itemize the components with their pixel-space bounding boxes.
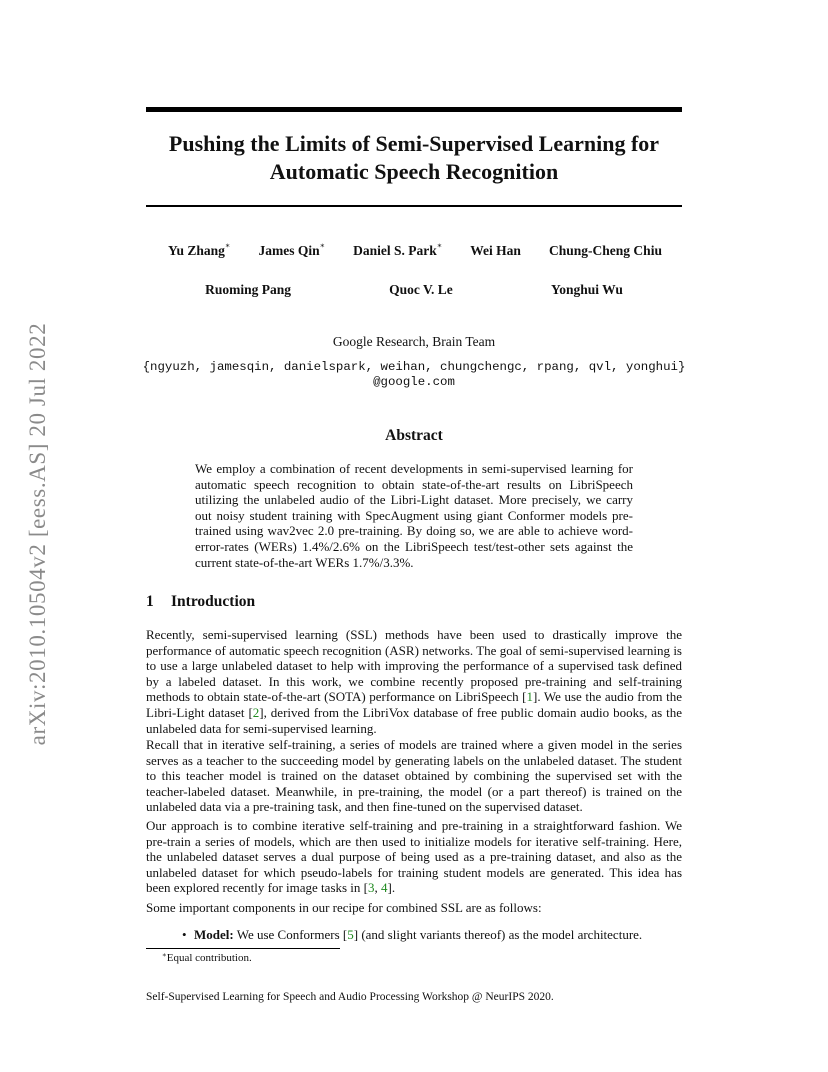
list-item-text: We use Conformers [ [233, 927, 348, 942]
author-name: Daniel S. Park [353, 243, 437, 258]
intro-paragraph-3 [146, 818, 682, 896]
title-line-1: Pushing the Limits of Semi-Supervised Learning for [168, 131, 660, 156]
affiliation: Google Research, Brain Team [332, 334, 496, 349]
citation-separator: , [374, 880, 381, 896]
list-item-label: Model: [194, 927, 234, 942]
section-heading [146, 593, 255, 611]
paragraph-text: ], derived from the LibriVox database of free public domain audio books, as the unlabeled data for semi-supervised learning. [146, 704, 682, 736]
footnote [162, 952, 252, 964]
intro-paragraph-4: Some important components in our recipe for combined SSL are as follows: [146, 900, 542, 915]
citation-link[interactable]: 5 [347, 927, 354, 942]
section-number: 1 [146, 593, 154, 610]
authors-row-2 [146, 282, 682, 298]
email-list: {ngyuzh, jamesqin, danielspark, weihan, chungchengc, rpang, qvl, yonghui} [142, 360, 686, 374]
paragraph-text: ]. We use the audio from the Libri-Light dataset [ [146, 689, 682, 720]
section-title: Introduction [171, 593, 256, 610]
equal-contribution-mark: ∗ [319, 241, 326, 250]
bullet-marker: • [182, 927, 187, 942]
title-top-rule [146, 107, 682, 112]
list-item [182, 927, 682, 943]
venue-note: Self-Supervised Learning for Speech and Audio Processing Workshop @ NeurIPS 2020. [146, 991, 554, 1003]
author [549, 243, 662, 259]
citation-link[interactable]: 3 [368, 880, 375, 896]
author-name: Wei Han [470, 243, 521, 258]
equal-contribution-mark: ∗ [224, 241, 231, 250]
author-name: Yu Zhang [168, 243, 225, 258]
author-emails [130, 360, 698, 390]
title-line-2: Automatic Speech Recognition [269, 159, 559, 184]
list-item-text: ] (and slight variants thereof) as the model architecture. [353, 927, 643, 942]
author-name: James Qin [258, 243, 320, 258]
intro-paragraph-2: Recall that in iterative self-training, a series of models are trained where a given model in the series serves as a teacher to the succeeding model by generating labels on the unlabeled dataset. The student to this teacher model is trained on the dataset obtained by combining the supervised set with the teacher-labeled dataset. Meanwhile, in pre-training, the model (or a part thereof) is trained on the unlabeled data via a pre-training task, and then fine-tuned on the supervised dataset. [146, 737, 682, 815]
citation-link[interactable]: 2 [252, 704, 260, 720]
author [353, 243, 442, 259]
paragraph-text: Recently, semi-supervised learning (SSL) methods have been used to drastically improve the performance of automatic speech recognition (ASR) networks. The goal of semi-supervised learning is to use a large unlabeled dataset to help with improving the performance of a supervised task defined by a labeled dataset. In this work, we combine recently proposed pre-training and self-training methods to obtain state-of-the-art (SOTA) performance on LibriSpeech [ [146, 627, 682, 705]
citation-link[interactable]: 1 [526, 689, 534, 705]
footnote-rule [146, 948, 340, 949]
author [470, 243, 521, 259]
author-name: Ruoming Pang [205, 282, 291, 297]
equal-contribution-mark: ∗ [436, 241, 443, 250]
arxiv-identifier: arXiv:2010.10504v2 [eess.AS] 20 Jul 2022 [25, 322, 50, 746]
footnote-mark: ∗ [162, 951, 167, 959]
abstract-body: We employ a combination of recent developments in semi-supervised learning for automatic speech recognition to obtain state-of-the-art results on LibriSpeech utilizing the unlabeled audio of the Libri-Light dataset. More precisely, we carry out noisy student training with SpecAugment using giant Conformer models pre-trained using wav2vec 2.0 pre-training. By doing so, we are able to achieve word-error-rates (WERs) 1.4%/2.6% on the LibriSpeech test/test-other sets against the current state-of-the-art WERs 1.7%/3.3%. [195, 461, 633, 570]
email-domain: @google.com [373, 375, 455, 389]
citation-link[interactable]: 4 [381, 880, 388, 896]
footnote-text: Equal contribution. [166, 952, 252, 964]
intro-paragraph-1 [146, 627, 682, 736]
paragraph-text: ]. [387, 880, 396, 896]
author-name: Chung-Cheng Chiu [549, 243, 662, 258]
authors-row-1 [146, 243, 682, 259]
abstract-heading: Abstract [385, 427, 443, 444]
author [168, 243, 230, 259]
author [258, 243, 325, 259]
title-bottom-rule [146, 205, 682, 207]
paper-title [146, 130, 682, 186]
paragraph-text: Our approach is to combine iterative self-training and pre-training in a straightforward fashion. We pre-train a series of models, which are then used to initialize models for iterative self-training. Here, the unlabeled dataset serves a dual purpose of being used as a pre-training dataset, and also as the unlabeled dataset for which pseudo-labels for training student models are generated. This idea has been explored recently for image tasks in [ [146, 818, 682, 896]
author-name: Quoc V. Le [389, 282, 453, 297]
author-name: Yonghui Wu [550, 282, 623, 297]
